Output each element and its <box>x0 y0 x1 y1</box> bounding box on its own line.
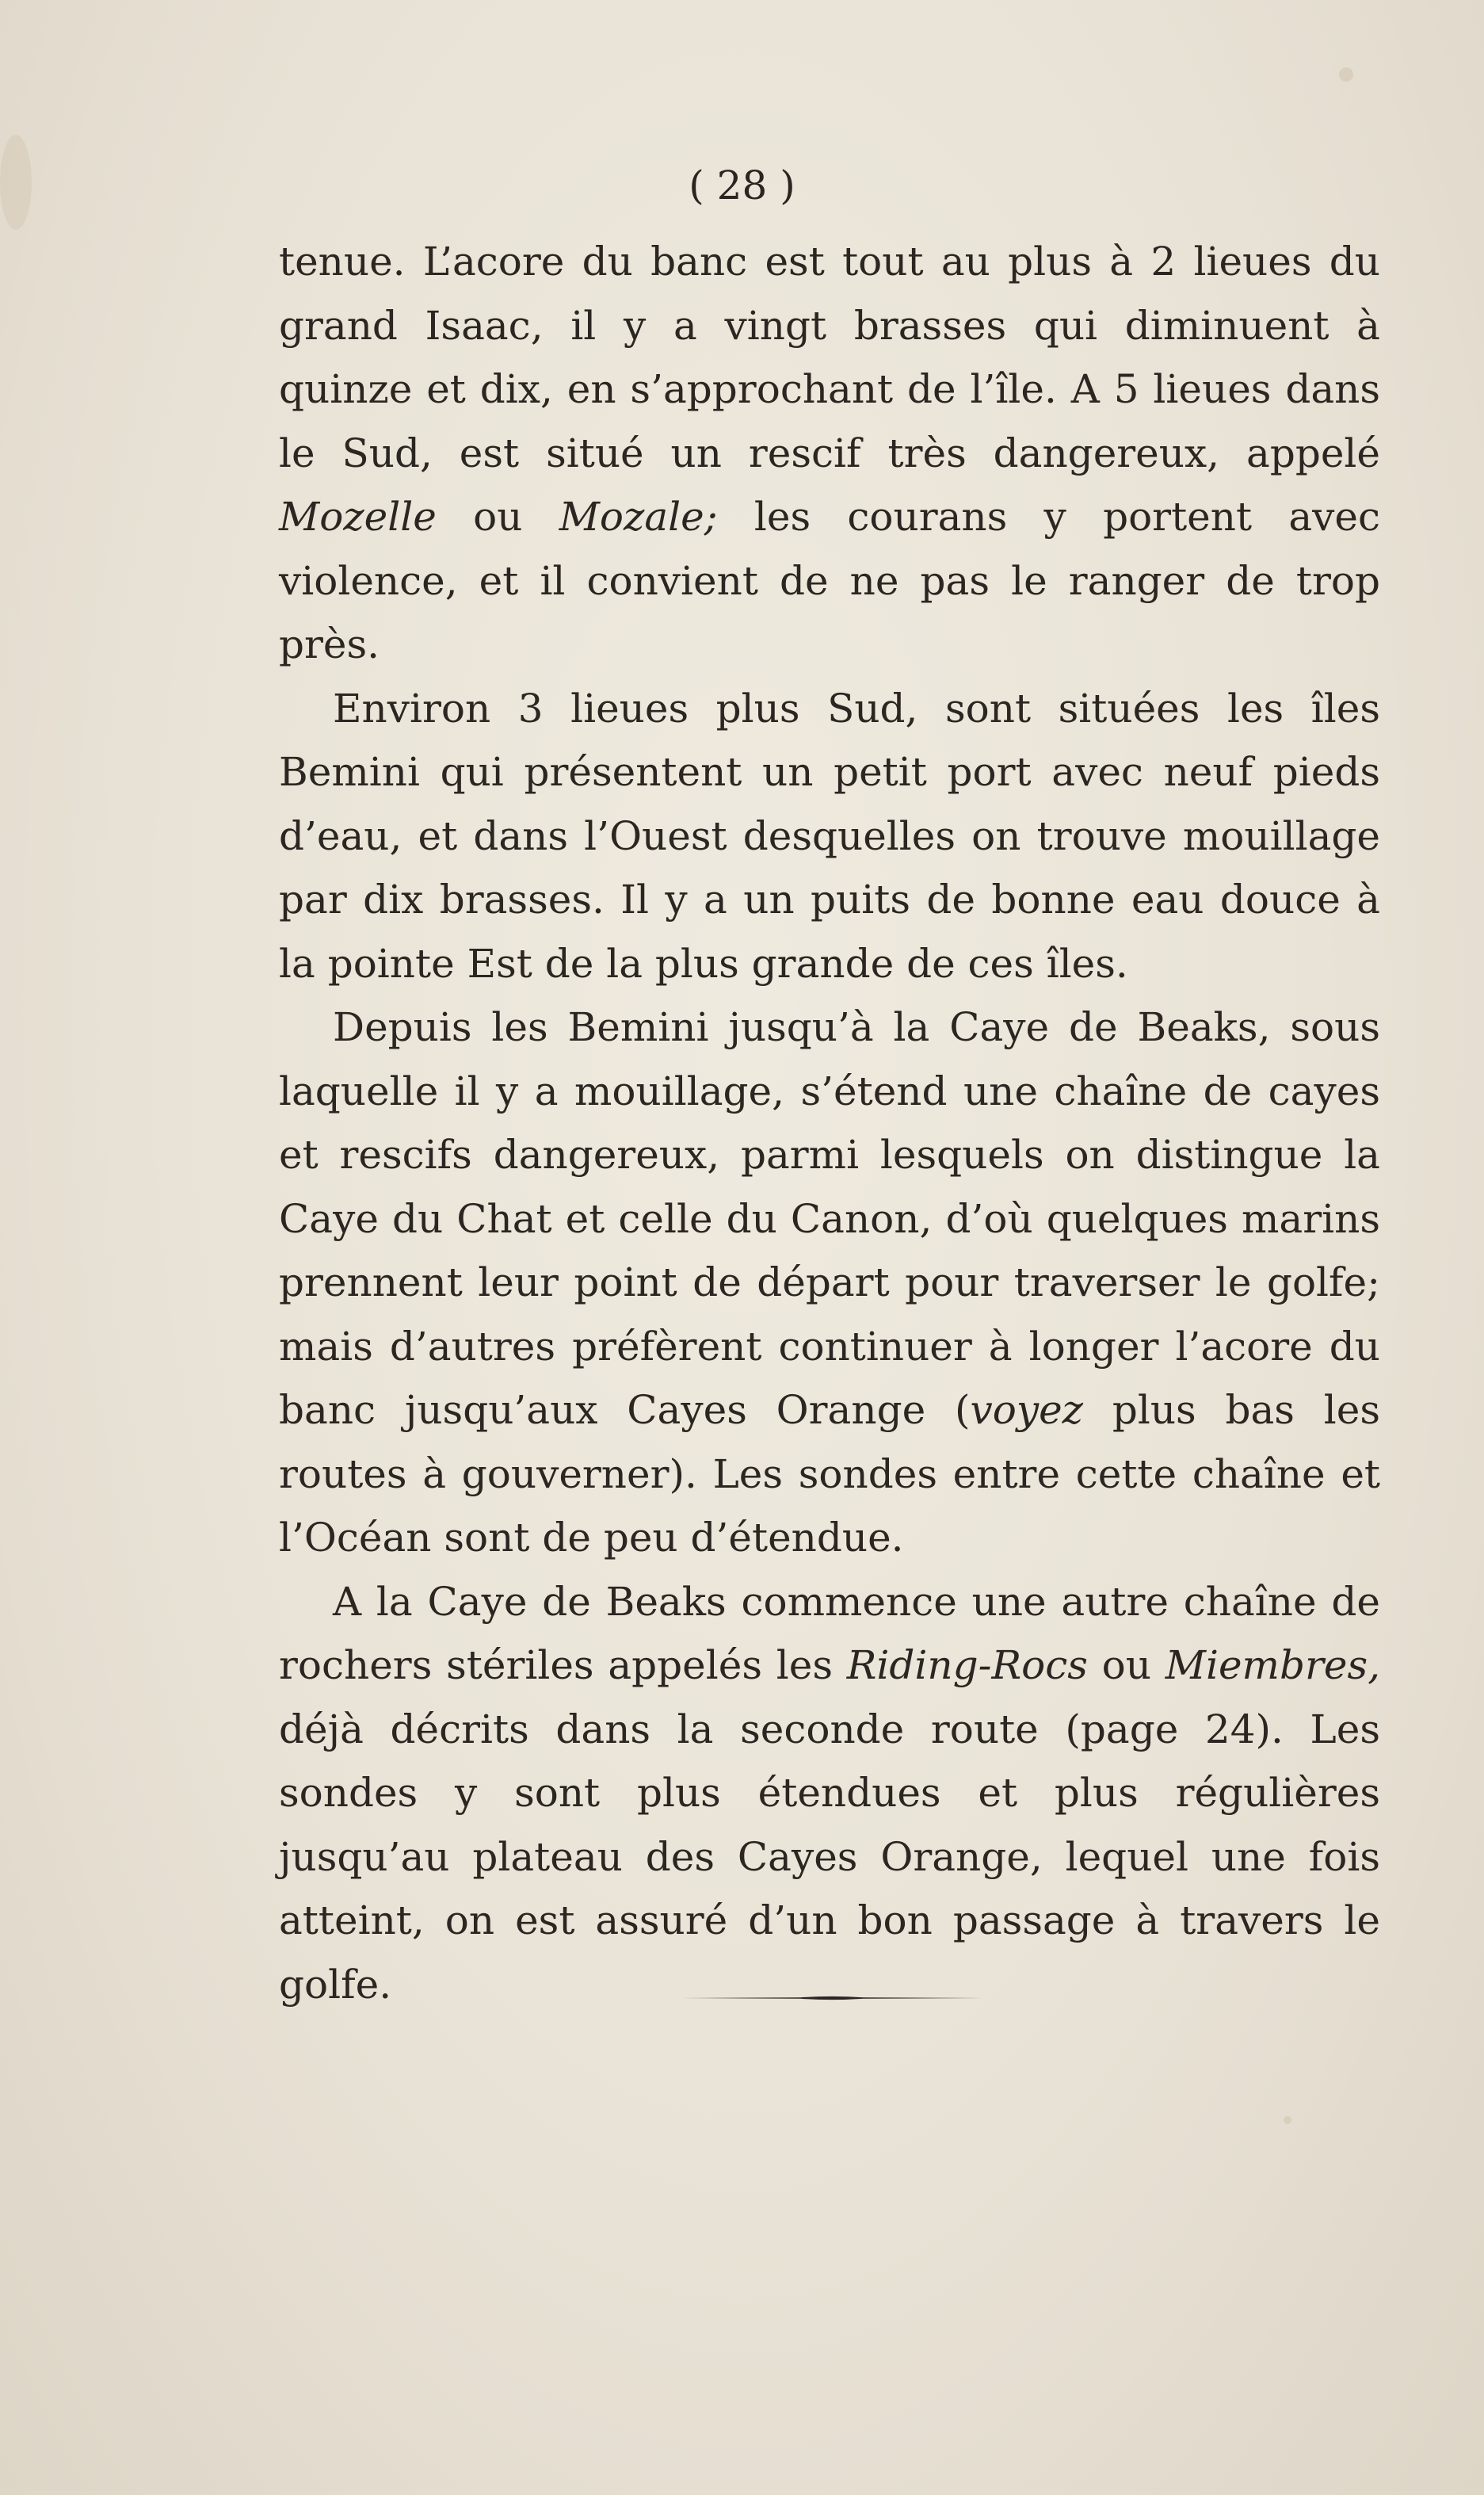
page-number: ( 28 ) <box>689 162 795 208</box>
paragraph-3: Depuis les Bemini jusqu’à la Caye de Beaks, sous laquelle il y a mouillage, s’étend une chaîne de cayes et rescifs dangereux, parmi lesquels on distingue la Caye du Chat et celle du Canon, d’où quelques marins prennent leur point de départ pour traverser le golfe; mais d’autres préfèrent continuer à longer l’acore du banc jusqu’aux Cayes Orange (voyez plus bas les routes à gouverner). Les sondes entre cette chaîne et l’Océan sont de peu d’étendue. <box>279 1004 1380 1561</box>
end-ornament-rule <box>681 1995 982 2001</box>
italic-name: Mozale; <box>559 494 718 540</box>
paper-stain <box>1284 2116 1291 2124</box>
italic-name: Riding-Rocs <box>846 1642 1088 1688</box>
paper-stain <box>1339 67 1353 82</box>
paragraph-4: A la Caye de Beaks commence une autre chaîne de rochers stériles appelés les Riding-Rocs ou Miembres, déjà décrits dans la seconde route (page 24). Les sondes y sont plus étendues et plus régulières jusqu’au plateau des Cayes Orange, lequel une fois atteint, on est assuré d’un bon passage à travers le golfe. <box>279 1578 1380 2008</box>
italic-word: voyez <box>970 1387 1084 1433</box>
body-text <box>279 230 1380 2016</box>
paragraph-2: Environ 3 lieues plus Sud, sont situées les îles Bemini qui présentent un petit port avec neuf pieds d’eau, et dans l’Ouest desquelles on trouve mouillage par dix brasses. Il y a un puits de bonne eau douce à la pointe Est de la plus grande de ces îles. <box>279 685 1380 987</box>
paragraph-1: tenue. L’acore du banc est tout au plus à 2 lieues du grand Isaac, il y a vingt brasses qui diminuent à quinze et dix, en s’approchant de l’île. A 5 lieues dans le Sud, est situé un rescif très dangereux, appelé Mozelle ou Mozale; les courans y portent avec violence, et il convient de ne pas le ranger de trop près. <box>279 239 1380 667</box>
italic-name: Mozelle <box>279 494 437 540</box>
italic-name: Miembres, <box>1165 1642 1380 1688</box>
